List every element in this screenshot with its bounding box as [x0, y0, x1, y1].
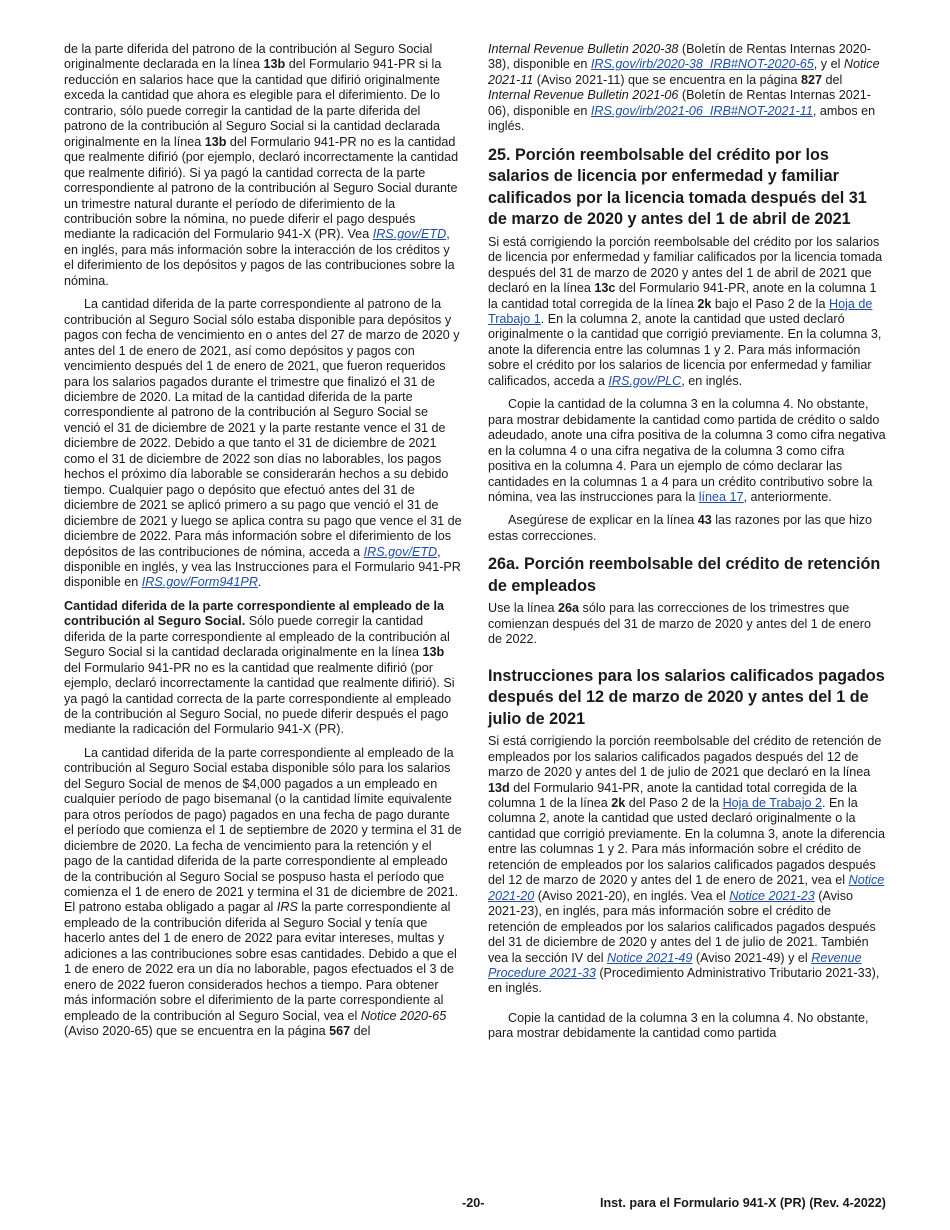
- link-notice-2021-23[interactable]: Notice 2021-23: [729, 888, 815, 903]
- section-26a-heading: 26a. Porción reembolsable del crédito de retención de empleados: [488, 555, 881, 595]
- link-notice-2021-20[interactable]: Notice 2021-20: [488, 873, 885, 903]
- page-footer: [0, 1196, 950, 1216]
- link-hoja-trabajo-1[interactable]: Hoja de Trabajo 1: [488, 296, 873, 326]
- left-paragraph-3: Cantidad diferida de la parte correspondiente al empleado de la contribución al Seguro Social. Sólo puede corregir la cantidad diferida de la parte correspondiente al empleado de la contribución al Seguro Social si la cantidad declarada originalmente en la línea 13b del Formulario 941-PR no es la cantidad que realmente difirió (por ejemplo, declaró incorrectamente la cantidad que realmente difirió). Si ya pagó la cantidad correcta de la parte correspondiente al empleado de la contribución al Seguro Social, no puede diferir después el pago mediante la radicación del Formulario 941-X (PR).: [64, 598, 455, 737]
- right-paragraph-4: Asegúrese de explicar en la línea 43 las razones por las que hizo estas correcciones.: [488, 513, 873, 543]
- right-paragraph-7: Copie la cantidad de la columna 3 en la columna 4. No obstante, para mostrar debidamente la cantidad como partida: [488, 1010, 869, 1041]
- left-paragraph-1: de la parte diferida del patrono de la contribución al Seguro Social originalmente declarada en la línea 13b del Formulario 941-PR si la reducción en salarios hace que la cantidad que difirió originalmente exceda la cantidad que ahora es elegible para el diferimiento. De lo contrario, sólo puede corregir la cantidad de la parte diferida del patrono de la contribución al Seguro Social si la cantidad declarada originalmente en la línea 13b del Formulario 941-PR no es la cantidad que realmente difirió (por ejemplo, declaró incorrectamente la cantidad que realmente difirió). Si ya pagó la cantidad correcta de la parte correspondiente al patrono de la contribución al Seguro Social durante un trimestre natural durante el período de diferimiento de la contribución sobre la nómina, no puede diferir el pago después mediante la radicación del Formulario 941-X (PR). Vea IRS.gov/ETD, en inglés, para más información sobre la interacción de los créditos y el diferimiento de los depósitos y pagos de las contribuciones sobre la nómina.: [64, 42, 459, 288]
- left-column: [64, 42, 462, 1048]
- left-paragraph-4: La cantidad diferida de la parte correspondiente al empleado de la contribución al Seguro Social estaba disponible sólo para los salarios del Seguro Social de menos de $4,000 pagados a un empleado en cualquier período de pago bisemanal (o la cantidad límite equivalente para otros períodos de pago) pagados en una fecha de pago durante el período que comienza el 1 de septiembre de 2020 y termina el 31 de diciembre de 2020. La fecha de vencimiento para la retención y el pago de la cantidad diferida de la parte correspondiente al empleado de la contribución al Seguro Social se pospuso hasta el período que comienza el 1 de enero de 2021 y termina el 31 de diciembre de 2021. El patrono estaba obligado a pagar al IRS la parte correspondiente al empleado de la contribución diferida al Seguro Social y tenía que hacerlo antes del 1 de enero de 2022 para evitar intereses, multas y adiciones a las contribuciones sobre esas cantidades. Debido a que el 1 de enero de 2022 era un día no laborable, pagos efectuados el 3 de enero de 2022 fueron considerados hechos a tiempo. Para obtener más información sobre el diferimiento de la parte correspondiente al empleado de la contribución al Seguro Social, vea el Notice 2020-65 (Aviso 2020-65) que se encuentra en la página 567 del: [64, 745, 462, 1039]
- page-number: -20-: [462, 1196, 485, 1210]
- link-irb-2021-06[interactable]: IRS.gov/irb/2021-06_IRB#NOT-2021-11: [590, 103, 813, 118]
- link-form941pr[interactable]: IRS.gov/Form941PR: [141, 575, 258, 590]
- instructions-heading: Instrucciones para los salarios calificados pagados después del 12 de marzo de 2020 y antes del 1 de julio de 2021: [488, 666, 885, 728]
- section-25-heading: 25. Porción reembolsable del crédito por los salarios de licencia por enfermedad y familiar calificados por la licencia tomada después del 31 de marzo de 2020 y antes del 1 de abril de 2021: [488, 145, 867, 229]
- right-paragraph-5: Use la línea 26a sólo para las correcciones de los trimestres que comienzan después del 31 de marzo de 2020 y antes del 1 de enero de 2022.: [488, 601, 871, 647]
- right-column: [488, 42, 886, 1050]
- link-notice-2021-49[interactable]: Notice 2021-49: [607, 950, 693, 965]
- link-irb-2020-38[interactable]: IRS.gov/irb/2020-38_IRB#NOT-2020-65: [590, 57, 814, 72]
- link-irs-etd-2[interactable]: IRS.gov/ETD: [363, 544, 438, 559]
- link-hoja-trabajo-2[interactable]: Hoja de Trabajo 2: [722, 796, 822, 810]
- link-irs-plc[interactable]: IRS.gov/PLC: [608, 373, 682, 388]
- right-paragraph-1: Internal Revenue Bulletin 2020-38 (Boletín de Rentas Internas 2020-38), disponible en IRS.gov/irb/2020-38_IRB#NOT-2020-65, y el Notice 2021-11 (Aviso 2021-11) que se encuentra en la página 827 del Internal Revenue Bulletin 2021-06 (Boletín de Rentas Internas 2021-06), disponible en IRS.gov/irb/2021-06_IRB#NOT-2021-11, ambos en inglés.: [488, 42, 880, 134]
- right-paragraph-6: Si está corrigiendo la porción reembolsable del crédito de retención de empleados por los salarios calificados pagados después del 12 de marzo de 2020 y antes del 1 de julio de 2021 que declaró en la línea 13d del Formulario 941-PR, anote la cantidad total corregida de la columna 1 de la línea 2k del Paso 2 de la Hoja de Trabajo 2. En la columna 2, anote la cantidad que usted declaró originalmente o la cantidad que corrigió previamente. En la columna 3, anote la diferencia entre las columnas 1 y 2. Para más información sobre el crédito de retención de empleados por los salarios calificados pagados después del 12 de marzo de 2020 y antes del 1 de enero de 2021, vea el Notice 2021-20 (Aviso 2021-20), en inglés. Vea el Notice 2021-23 (Aviso 2021-23), en inglés, para más información sobre el crédito de retención de empleados por los salarios calificados pagados después del 31 de diciembre de 2020 y antes del 1 de julio de 2021. También vea la sección IV del Notice 2021-49 (Aviso 2021-49) y el Revenue Procedure 2021-33 (Procedimiento Administrativo Tributario 2021-33), en inglés.: [488, 734, 885, 996]
- right-paragraph-2: Si está corrigiendo la porción reembolsable del crédito por los salarios de licencia por enfermedad y familiar calificados por la licencia tomada después del 31 de marzo de 2020 y antes del 1 de abril de 2021 que declaró en la línea 13c del Formulario 941-PR, anote en la columna 1 la cantidad total corregida de la línea 2k bajo el Paso 2 de la Hoja de Trabajo 1. En la columna 2, anote la cantidad que usted declaró originalmente o la cantidad que corrigió previamente. En la columna 3, anote la diferencia entre las columnas 1 y 2. Para más información sobre el crédito por los salarios de licencia por enfermedad y familiar calificados, acceda a IRS.gov/PLC, en inglés.: [488, 234, 883, 388]
- link-linea-17[interactable]: línea 17: [698, 489, 744, 504]
- right-paragraph-3: Copie la cantidad de la columna 3 en la columna 4. No obstante, para mostrar debidamente la cantidad como partida de crédito o saldo adeudado, anote una cifra positiva de la columna 3 como cifra negativa en la columna 4 o una cifra negativa de la columna 3 como cifra positiva en la columna 4. Para un ejemplo de cómo declarar las cantidades en la columnas 1 a 4 para un crédito contributivo sobre la nómina, vea las instrucciones para la línea 17, anteriormente.: [488, 397, 886, 504]
- link-rev-proc-2021-33[interactable]: Revenue Procedure 2021-33: [488, 950, 862, 980]
- link-irs-etd[interactable]: IRS.gov/ETD: [372, 227, 447, 242]
- employee-deferral-heading: Cantidad diferida de la parte correspondiente al empleado de la contribución al Seguro Social.: [64, 598, 445, 629]
- document-title: Inst. para el Formulario 941-X (PR) (Rev. 4-2022): [599, 1196, 886, 1210]
- left-paragraph-2: La cantidad diferida de la parte correspondiente al patrono de la contribución al Seguro Social sólo estaba disponible para depósitos y pagos con fecha de vencimiento en o antes del 27 de marzo de 2020 y antes del 1 de enero de 2021, así como depósitos y pagos con vencimiento después del 1 de enero de 2021, que fueron requeridos para los salarios pagados durante el trimestre que finalizó el 31 de diciembre de 2020. La mitad de la cantidad diferida de la parte correspondiente al patrono de la contribución al Seguro Social se venció el 31 de diciembre de 2021 y la parte restante vence el 31 de diciembre de 2022. Debido a que tanto el 31 de diciembre de 2021 como el 31 de diciembre de 2022 son días no laborables, los pagos hechos el próximo día laborable se considerarán hechos a su debido tiempo. Cualquier pago o depósito que efectuó antes del 31 de diciembre de 2021 se aplicó primero a su pago que venció el 31 de diciembre de 2021 y luego se aplica contra su pago que vence el 31 de diciembre de 2022. Para más información sobre el diferimiento de los depósitos de las contribuciones de nómina, acceda a IRS.gov/ETD, disponible en inglés, y vea las Instrucciones para el Formulario 941-PR disponible en IRS.gov/Form941PR.: [64, 297, 462, 590]
